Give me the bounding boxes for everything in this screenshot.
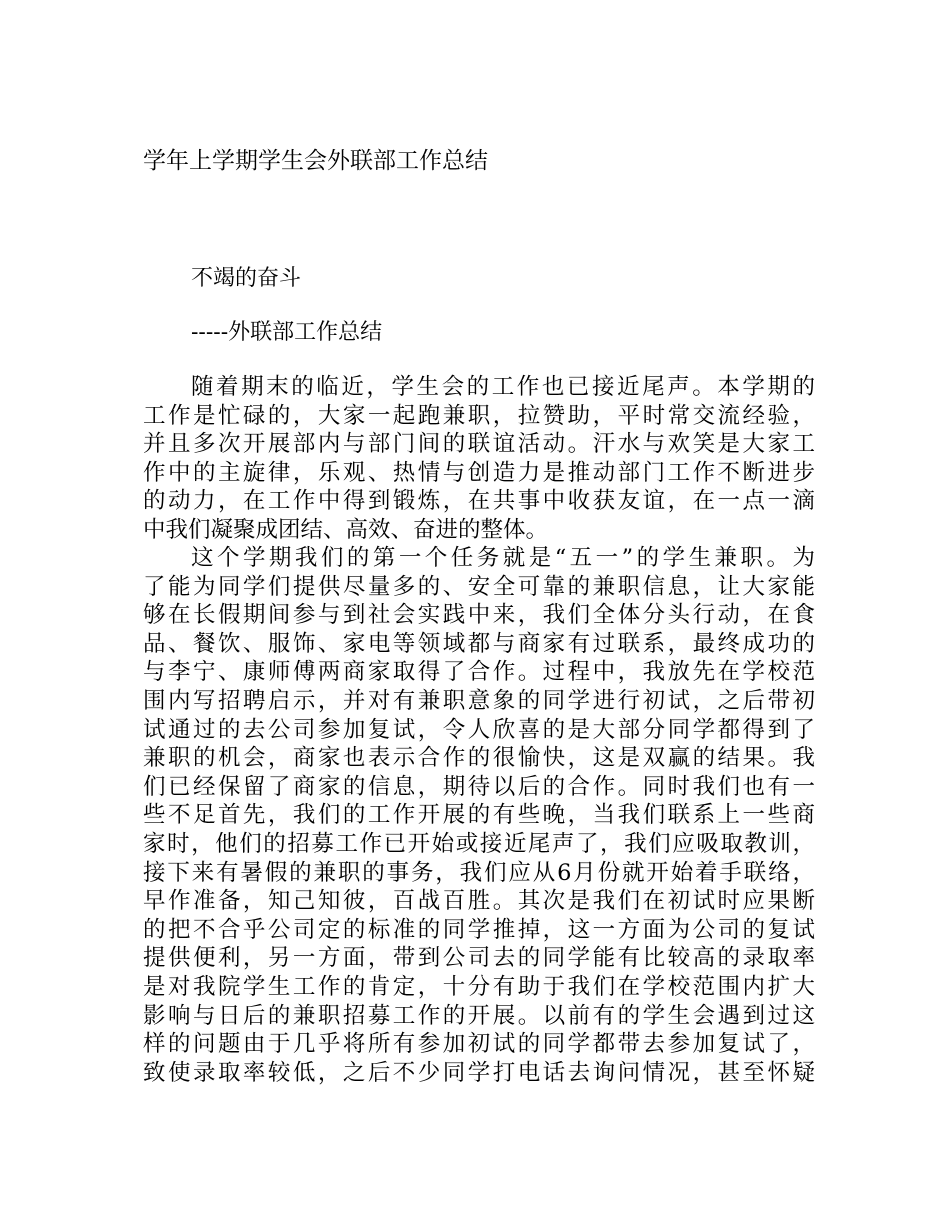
paragraph-line: 样的问题由于几乎将所有参加初试的同学都带去参加复试了， [143,1031,815,1058]
paragraph-line: 的把不合乎公司定的标准的同学推掉，这一方面为公司的复试 [143,916,815,943]
paragraph-line: 了能为同学们提供尽量多的、安全可靠的兼职信息，让大家能 [143,573,815,600]
paragraph-line: 够在长假期间参与到社会实践中来，我们全体分头行动，在食 [143,602,815,629]
paragraph-line: 这个学期我们的第一个任务就是“五一”的学生兼职。为 [191,545,815,571]
paragraph-line: 影响与日后的兼职招募工作的开展。以前有的学生会遇到过这 [143,1002,815,1029]
paragraph-line: 中我们凝聚成团结、高效、奋进的整体。 [143,516,549,543]
document-title: 学年上学期学生会外联部工作总结 [143,148,488,174]
paragraph-intro [143,373,815,545]
section-subheading: -----外联部工作总结 [191,320,383,345]
paragraph-line: 兼职的机会，商家也表示合作的很愉快，这是双赢的结果。我 [143,745,815,772]
paragraph-line: 作中的主旋律，乐观、热情与创造力是推动部门工作不断进步 [143,459,815,486]
paragraph-line: 试通过的去公司参加复试，令人欣喜的是大部分同学都得到了 [143,716,815,743]
paragraph-line: 随着期末的临近，学生会的工作也已接近尾声。本学期的 [191,374,815,400]
paragraph-line: 早作准备，知己知彼，百战百胜。其次是我们在初试时应果断 [143,888,815,915]
paragraph-line: 并且多次开展部内与部门间的联谊活动。汗水与欢笑是大家工 [143,431,815,458]
paragraph-line: 些不足首先，我们的工作开展的有些晚，当我们联系上一些商 [143,802,815,829]
paragraph-line: 工作是忙碌的，大家一起跑兼职，拉赞助，平时常交流经验， [143,402,815,429]
paragraph-line: 与李宁、康师傅两商家取得了合作。过程中，我放先在学校范 [143,659,815,686]
paragraph-line: 品、餐饮、服饰、家电等领域都与商家有过联系，最终成功的 [143,630,815,657]
paragraph-line: 家时，他们的招募工作已开始或接近尾声了，我们应吸取教训， [143,830,815,857]
paragraph-line: 致使录取率较低，之后不少同学打电话去询问情况，甚至怀疑 [143,1059,815,1086]
paragraph-line: 们已经保留了商家的信息，期待以后的合作。同时我们也有一 [143,773,815,800]
paragraph-line: 接下来有暑假的兼职的事务，我们应从6月份就开始着手联络， [143,859,815,886]
paragraph-line: 围内写招聘启示，并对有兼职意象的同学进行初试，之后带初 [143,687,815,714]
paragraph-line: 提供便利，另一方面，带到公司去的同学能有比较高的录取率 [143,945,815,972]
section-heading: 不竭的奋斗 [191,266,302,291]
paragraph-part-time-jobs [143,544,815,1087]
paragraph-line: 是对我院学生工作的肯定，十分有助于我们在学校范围内扩大 [143,973,815,1000]
paragraph-line: 的动力，在工作中得到锻炼，在共事中收获友谊，在一点一滴 [143,488,815,515]
